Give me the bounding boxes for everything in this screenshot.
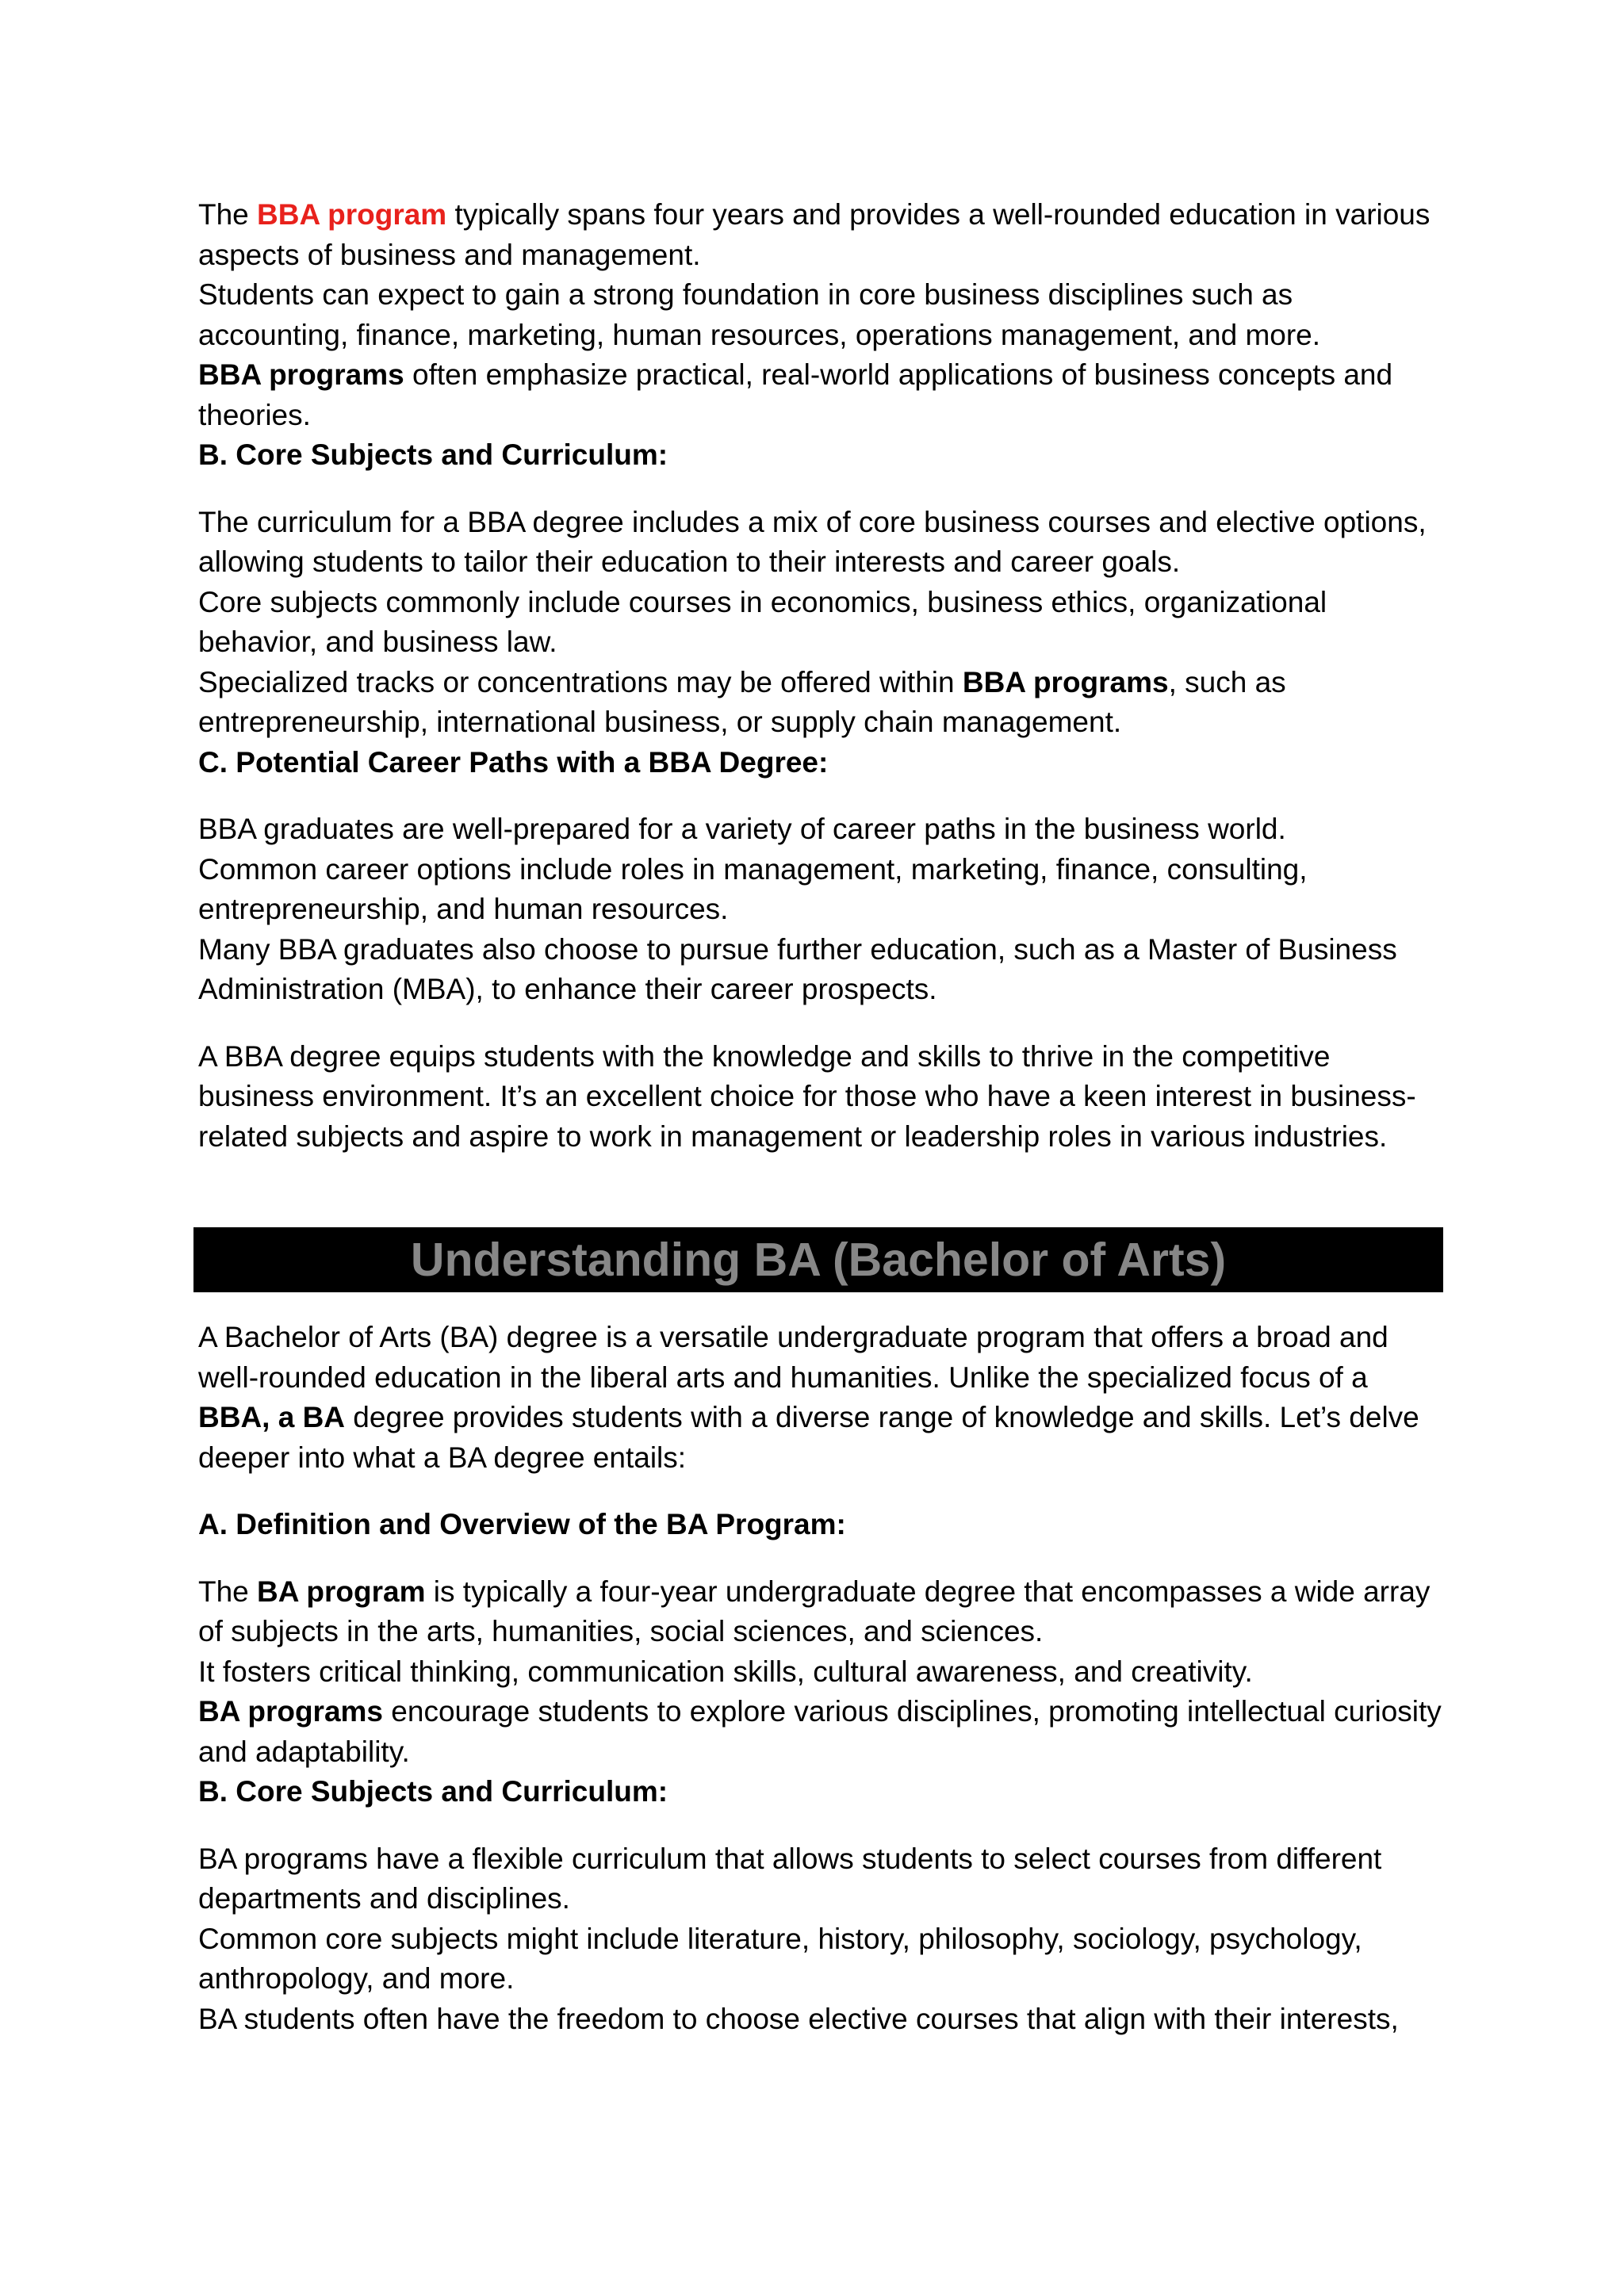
ba-program-bold: BA program bbox=[257, 1575, 426, 1608]
ba-intro-paragraph bbox=[198, 1318, 1443, 1478]
ba-electives-paragraph: BA students often have the freedom to choose elective courses that align with their interests, bbox=[198, 2002, 1399, 2035]
bba-foundation-paragraph: Students can expect to gain a strong foundation in core business disciplines such as accounting, finance, marketing, human resources, operations management, and more. bbox=[198, 278, 1321, 351]
bba-overview-lead: The bbox=[198, 198, 258, 231]
bba-graduates-paragraph: BBA graduates are well-prepared for a variety of career paths in the business world. bbox=[198, 813, 1286, 845]
bba-specialized-bold: BBA programs bbox=[962, 665, 1169, 698]
bba-career-heading: C. Potential Career Paths with a BBA Degree: bbox=[198, 745, 829, 779]
bba-specialized-text: , such as entrepreneurship, international business, or supply chain management. bbox=[198, 665, 1286, 738]
bba-core-subjects-paragraph: Core subjects commonly include courses in economics, business ethics, organizational behavior, and business law. bbox=[198, 585, 1327, 658]
bba-conclusion-paragraph: A BBA degree equips students with the knowledge and skills to thrive in the competitive business environment. It’s an excellent choice for those who have a keen interest in business-related subjects and aspire to work in management or leadership roles in various industries. bbox=[198, 1039, 1416, 1153]
ba-skills-paragraph: It fosters critical thinking, communication skills, cultural awareness, and creativity. bbox=[198, 1655, 1253, 1688]
bba-programs-bold: BBA programs bbox=[198, 358, 404, 391]
bba-program-highlight: BBA program bbox=[257, 198, 447, 231]
ba-section-banner: Understanding BA (Bachelor of Arts) bbox=[193, 1227, 1443, 1292]
bba-section bbox=[198, 195, 1443, 1157]
ba-program-text: is typically a four-year undergraduate degree that encompasses a wide array of subjects in the arts, humanities, social sciences, and sciences. bbox=[198, 1575, 1431, 1647]
ba-core-subjects-paragraph: Common core subjects might include literature, history, philosophy, sociology, psychology, anthropology, and more. bbox=[198, 1922, 1362, 1995]
ba-core-subjects-heading: B. Core Subjects and Curriculum: bbox=[198, 1775, 668, 1808]
bba-specialized-paragraph bbox=[198, 663, 1443, 743]
bba-overview-text: typically spans four years and provides a well-rounded education in various aspects of business and management. bbox=[198, 198, 1431, 271]
ba-disciplines-paragraph bbox=[198, 1692, 1443, 1772]
bba-practical-paragraph bbox=[198, 355, 1443, 435]
ba-definition-heading: A. Definition and Overview of the BA Program: bbox=[198, 1508, 846, 1540]
ba-disciplines-text: encourage students to explore various disciplines, promoting intellectual curiosity and adaptability. bbox=[198, 1695, 1442, 1768]
bba-specialized-lead: Specialized tracks or concentrations may be offered within bbox=[198, 665, 963, 698]
bba-practical-text: often emphasize practical, real-world applications of business concepts and theories. bbox=[198, 358, 1393, 431]
bba-overview-paragraph bbox=[198, 195, 1443, 275]
bba-curriculum-paragraph: The curriculum for a BBA degree includes a mix of core business courses and elective options, allowing students to tailor their education to their interests and career goals. bbox=[198, 505, 1427, 578]
ba-program-paragraph bbox=[198, 1572, 1443, 1652]
ba-programs-bold: BA programs bbox=[198, 1695, 384, 1728]
ba-intro-bold: BBA, a BA bbox=[198, 1401, 346, 1433]
bba-career-options-paragraph: Common career options include roles in management, marketing, finance, consulting, entrepreneurship, and human resources. bbox=[198, 852, 1308, 925]
ba-intro-text: degree provides students with a diverse range of knowledge and skills. Let’s delve deeper into what a BA degree entails: bbox=[198, 1401, 1419, 1474]
ba-flexible-curriculum-paragraph: BA programs have a flexible curriculum that allows students to select courses from different departments and disciplines. bbox=[198, 1842, 1382, 1915]
ba-intro-lead: A Bachelor of Arts (BA) degree is a versatile undergraduate program that offers a broad and well-rounded education in the liberal arts and humanities. Unlike the specialized focus of a bbox=[198, 1321, 1388, 1394]
bba-core-subjects-heading: B. Core Subjects and Curriculum: bbox=[198, 438, 668, 471]
ba-program-lead: The bbox=[198, 1575, 258, 1608]
ba-section bbox=[198, 1318, 1443, 2039]
bba-further-education-paragraph: Many BBA graduates also choose to pursue further education, such as a Master of Business Administration (MBA), to enhance their career prospects. bbox=[198, 932, 1397, 1005]
